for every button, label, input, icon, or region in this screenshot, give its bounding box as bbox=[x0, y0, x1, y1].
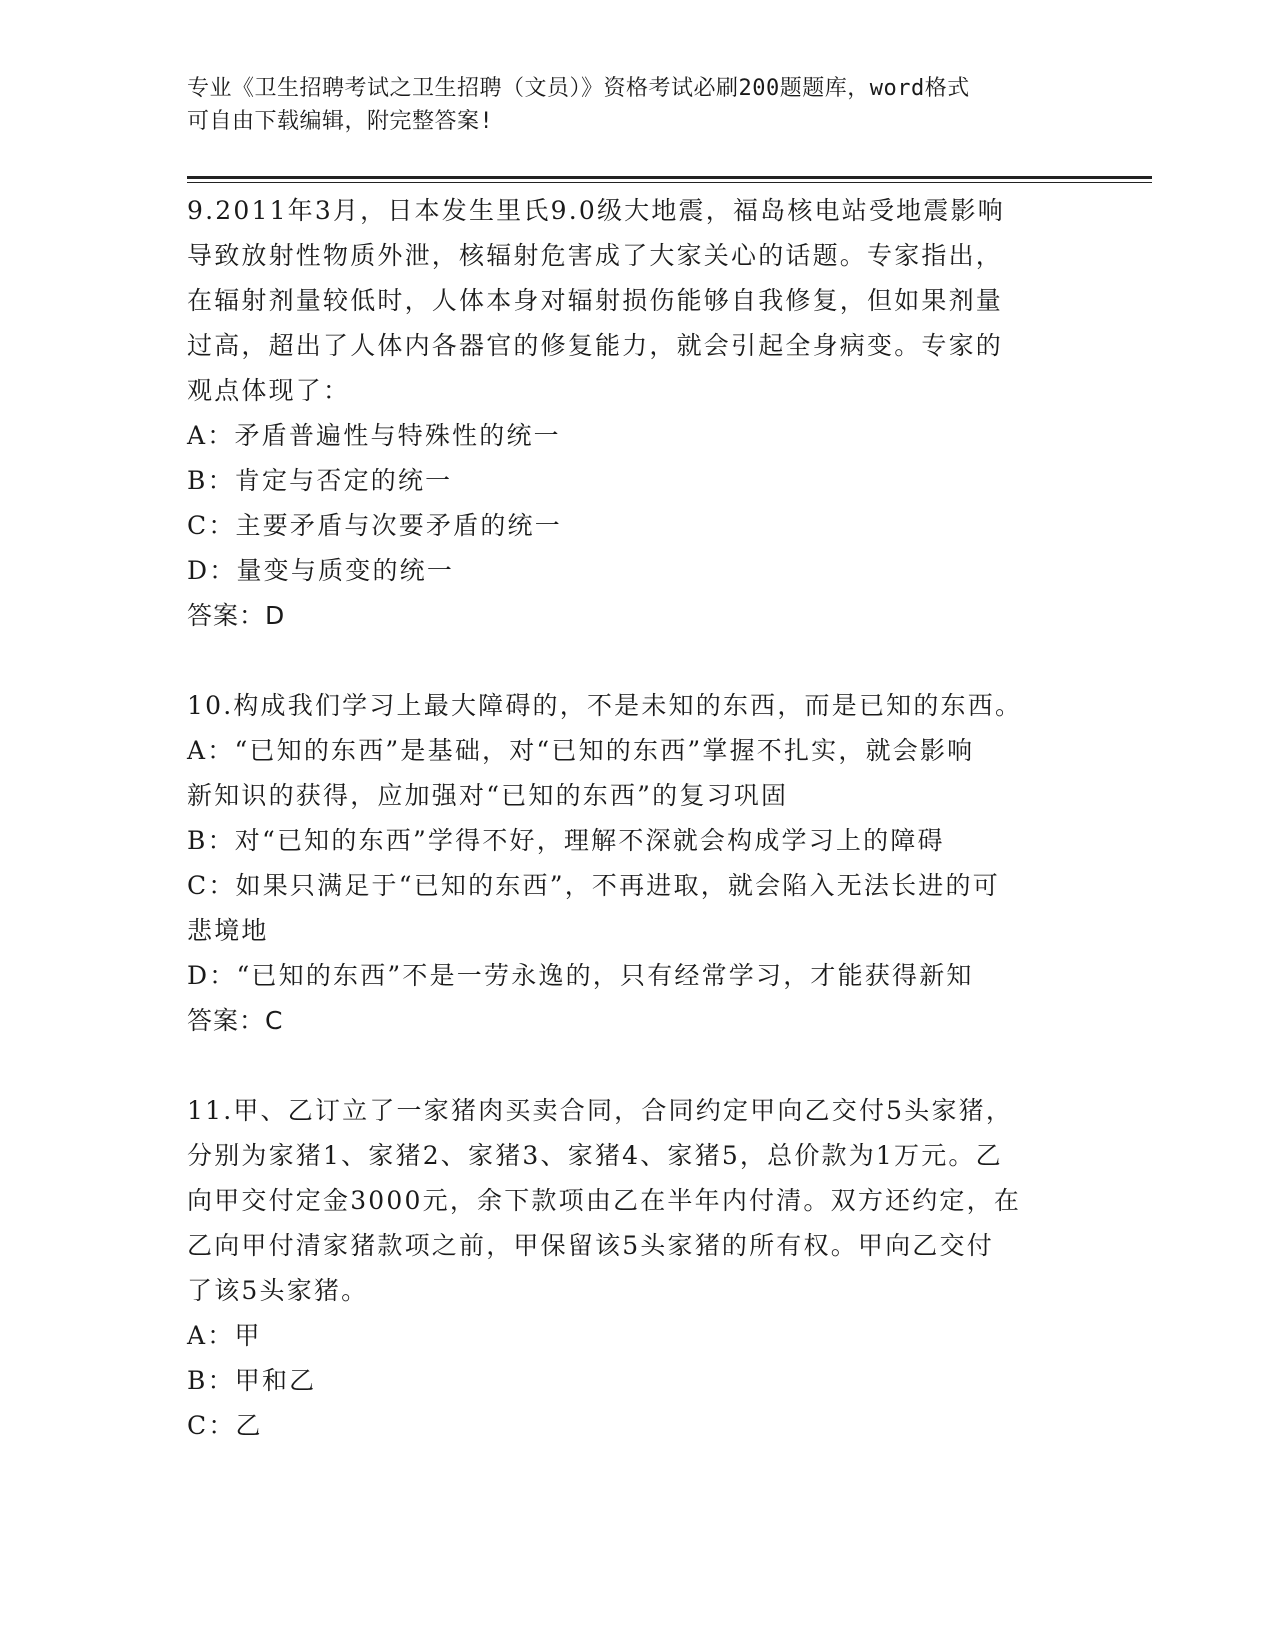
question-11 bbox=[187, 1088, 1087, 1448]
option-a-continued: 新知识的获得，应加强对“已知的东西”的复习巩固 bbox=[187, 781, 789, 810]
question-stem-line: 乙向甲付清家猪款项之前，甲保留该5头家猪的所有权。甲向乙交付 bbox=[187, 1231, 994, 1260]
question-spacer bbox=[187, 638, 1087, 683]
header-title-line-2: 可自由下载编辑，附完整答案! bbox=[187, 109, 494, 134]
question-stem-line: 了该5头家猪。 bbox=[187, 1276, 369, 1305]
option-b: B：肯定与否定的统一 bbox=[187, 466, 453, 495]
question-10 bbox=[187, 683, 1087, 1043]
option-b: B：甲和乙 bbox=[187, 1366, 317, 1395]
question-stem-line: 向甲交付定金3000元，余下款项由乙在半年内付清。双方还约定，在 bbox=[187, 1186, 1022, 1215]
header-divider-thin bbox=[187, 182, 1152, 183]
question-list bbox=[187, 188, 1087, 1448]
option-d: D：“已知的东西”不是一劳永逸的，只有经常学习，才能获得新知 bbox=[187, 961, 974, 990]
option-c: C：如果只满足于“已知的东西”，不再进取，就会陷入无法长进的可 bbox=[187, 871, 1000, 900]
question-stem-line: 导致放射性物质外泄，核辐射危害成了大家关心的话题。专家指出， bbox=[187, 241, 1004, 270]
question-stem-line: 在辐射剂量较低时，人体本身对辐射损伤能够自我修复，但如果剂量 bbox=[187, 286, 1004, 315]
option-c-continued: 悲境地 bbox=[187, 916, 269, 945]
document-header bbox=[187, 72, 1087, 138]
option-d: D：量变与质变的统一 bbox=[187, 556, 455, 585]
header-title-line-1: 专业《卫生招聘考试之卫生招聘（文员）》资格考试必刷200题题库，word格式 bbox=[187, 76, 970, 101]
question-stem-line: 9.2011年3月，日本发生里氏9.0级大地震，福岛核电站受地震影响 bbox=[187, 196, 1005, 225]
answer-label: 答案：C bbox=[187, 1006, 284, 1035]
option-a: A：“已知的东西”是基础，对“已知的东西”掌握不扎实，就会影响 bbox=[187, 736, 975, 765]
option-c: C：乙 bbox=[187, 1411, 263, 1440]
question-stem-line: 过高，超出了人体内各器官的修复能力，就会引起全身病变。专家的 bbox=[187, 331, 1004, 360]
question-stem-line: 观点体现了： bbox=[187, 376, 351, 405]
option-c: C：主要矛盾与次要矛盾的统一 bbox=[187, 511, 562, 540]
option-b: B：对“已知的东西”学得不好，理解不深就会构成学习上的障碍 bbox=[187, 826, 945, 855]
question-stem-line: 11.甲、乙订立了一家猪肉买卖合同，合同约定甲向乙交付5头家猪， bbox=[187, 1096, 1014, 1125]
question-stem-line: 分别为家猪1、家猪2、家猪3、家猪4、家猪5，总价款为1万元。乙 bbox=[187, 1141, 1003, 1170]
option-a: A：甲 bbox=[187, 1321, 262, 1350]
header-divider-thick bbox=[187, 176, 1152, 179]
answer-label: 答案：D bbox=[187, 601, 286, 630]
question-stem-line: 10.构成我们学习上最大障碍的，不是未知的东西，而是已知的东西。 bbox=[187, 691, 1023, 720]
question-spacer bbox=[187, 1043, 1087, 1088]
option-a: A：矛盾普遍性与特殊性的统一 bbox=[187, 421, 561, 450]
question-9 bbox=[187, 188, 1087, 638]
